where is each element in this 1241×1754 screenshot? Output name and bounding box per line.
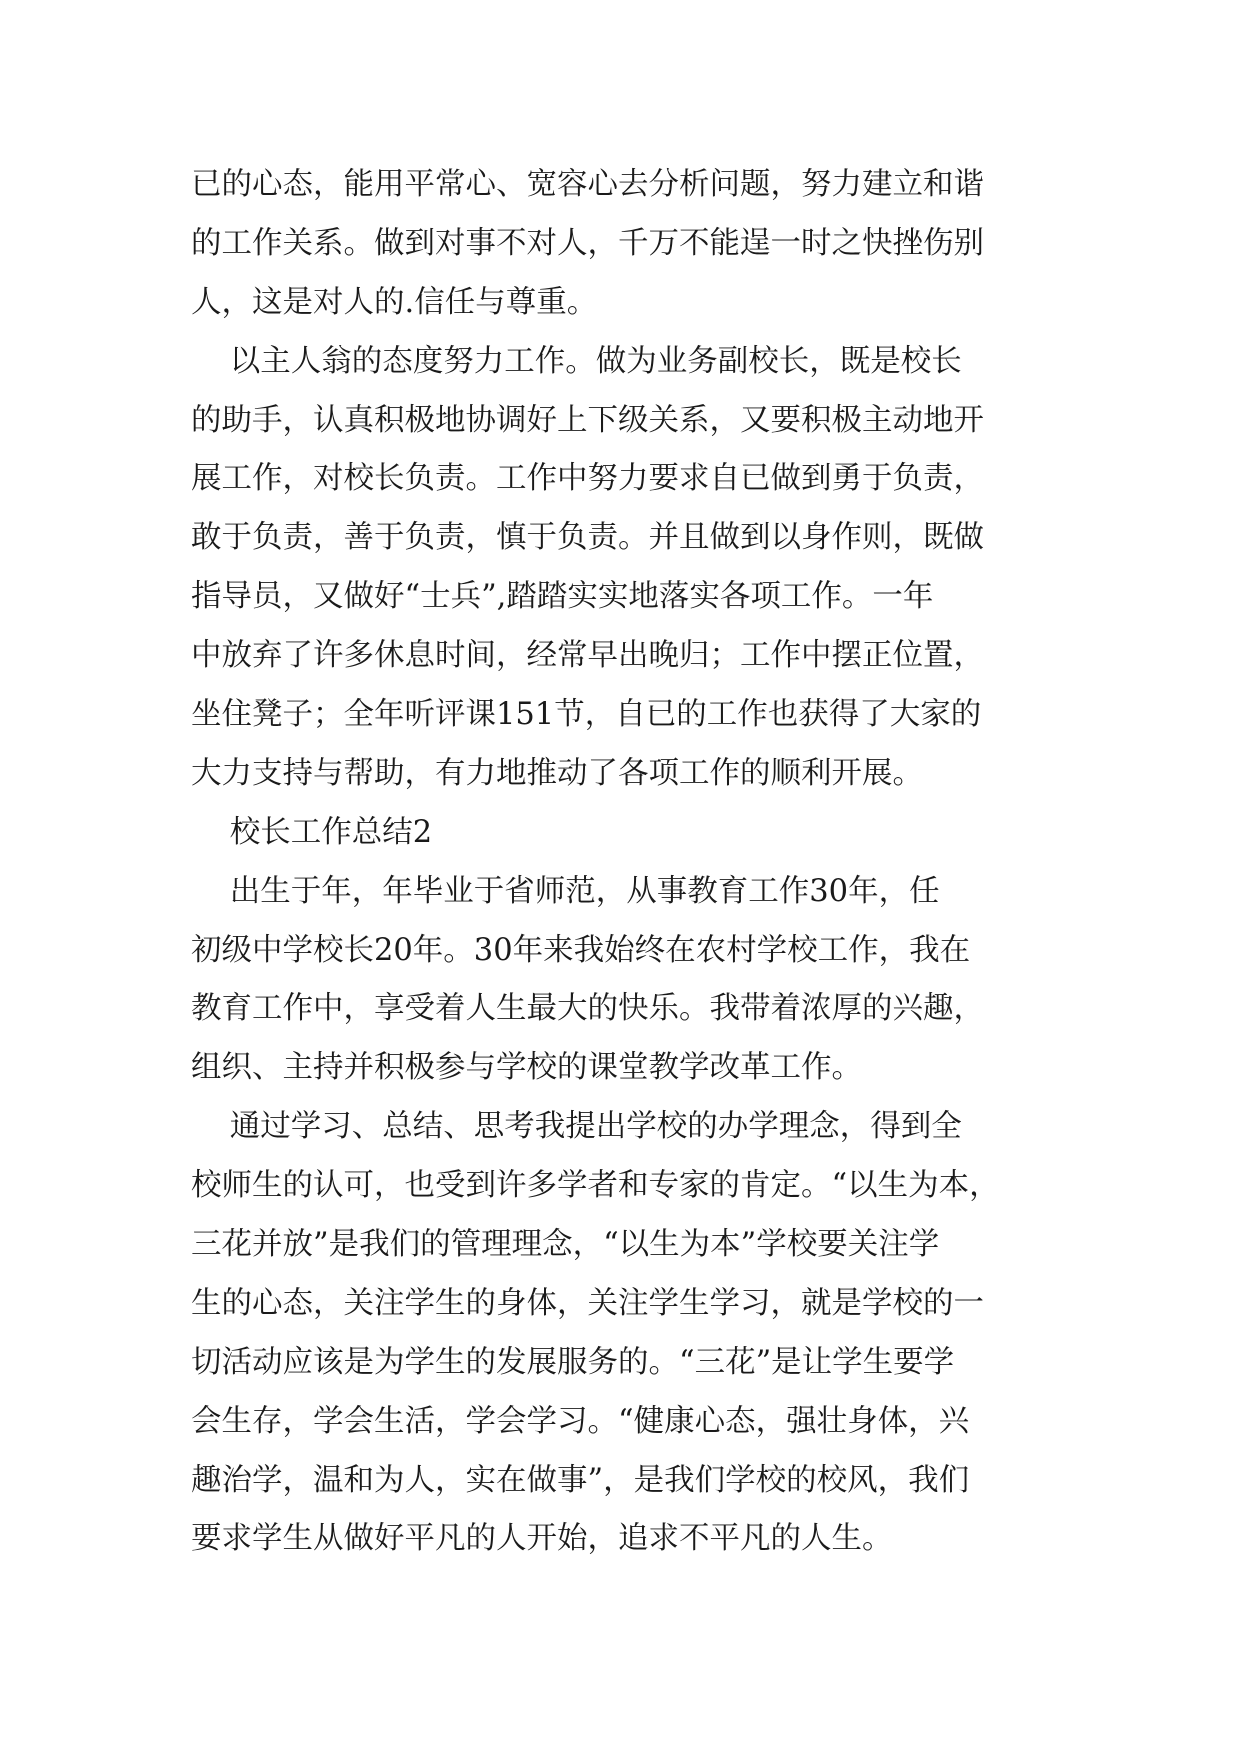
text-line: 展工作，对校长负责。工作中努力要求自已做到勇于负责， [191,461,984,497]
text-line: 切活动应该是为学生的发展服务的。“三花”是让学生要学 [191,1344,955,1380]
paragraph-start-line: 以主人翁的态度努力工作。做为业务副校长，既是校长 [191,343,962,379]
text-line: 生的心态，关注学生的身体，关注学生学习，就是学校的一 [191,1285,984,1321]
text-line: 中放弃了许多休息时间，经常早出晚归；工作中摆正位置， [191,638,984,674]
text-line: 敢于负责，善于负责，慎于负责。并且做到以身作则，既做 [191,520,984,556]
text-line: 组织、主持并积极参与学校的课堂教学改革工作。 [191,1050,862,1086]
text-line: 要求学生从做好平凡的人开始，追求不平凡的人生。 [191,1521,893,1557]
text-line: 大力支持与帮助，有力地推动了各项工作的顺利开展。 [191,755,923,791]
text-line: 人，这是对人的.信任与尊重。 [191,284,598,320]
text-line: 的工作关系。做到对事不对人，千万不能逞一时之快挫伤别 [191,225,984,261]
section-heading: 校长工作总结2 [191,814,433,850]
text-line: 三花并放”是我们的管理理念，“以生为本”学校要关注学 [191,1227,940,1263]
paragraph-start-line: 出生于年，年毕业于省师范，从事教育工作30年，任 [191,873,940,909]
text-line: 指导员，又做好“士兵”,踏踏实实地落实各项工作。一年 [191,579,934,615]
text-line: 初级中学校长20年。30年来我始终在农村学校工作，我在 [191,932,971,968]
text-line: 的助手，认真积极地协调好上下级关系，又要积极主动地开 [191,402,984,438]
text-line: 趣治学，温和为人，实在做事”，是我们学校的校风，我们 [191,1462,970,1498]
text-line: 已的心态，能用平常心、宽容心去分析问题，努力建立和谐 [191,167,984,202]
text-line: 会生存，学会生活，学会学习。“健康心态，强壮身体，兴 [191,1403,970,1439]
paragraph-start-line: 通过学习、总结、思考我提出学校的办学理念，得到全 [191,1109,962,1145]
text-line: 坐住凳子；全年听评课151节，自已的工作也获得了大家的 [191,697,982,733]
text-line: 教育工作中，享受着人生最大的快乐。我带着浓厚的兴趣， [191,991,984,1027]
text-line: 校师生的认可，也受到许多学者和专家的肯定。“以生为本， [191,1168,1000,1204]
body-text [191,156,1071,1569]
